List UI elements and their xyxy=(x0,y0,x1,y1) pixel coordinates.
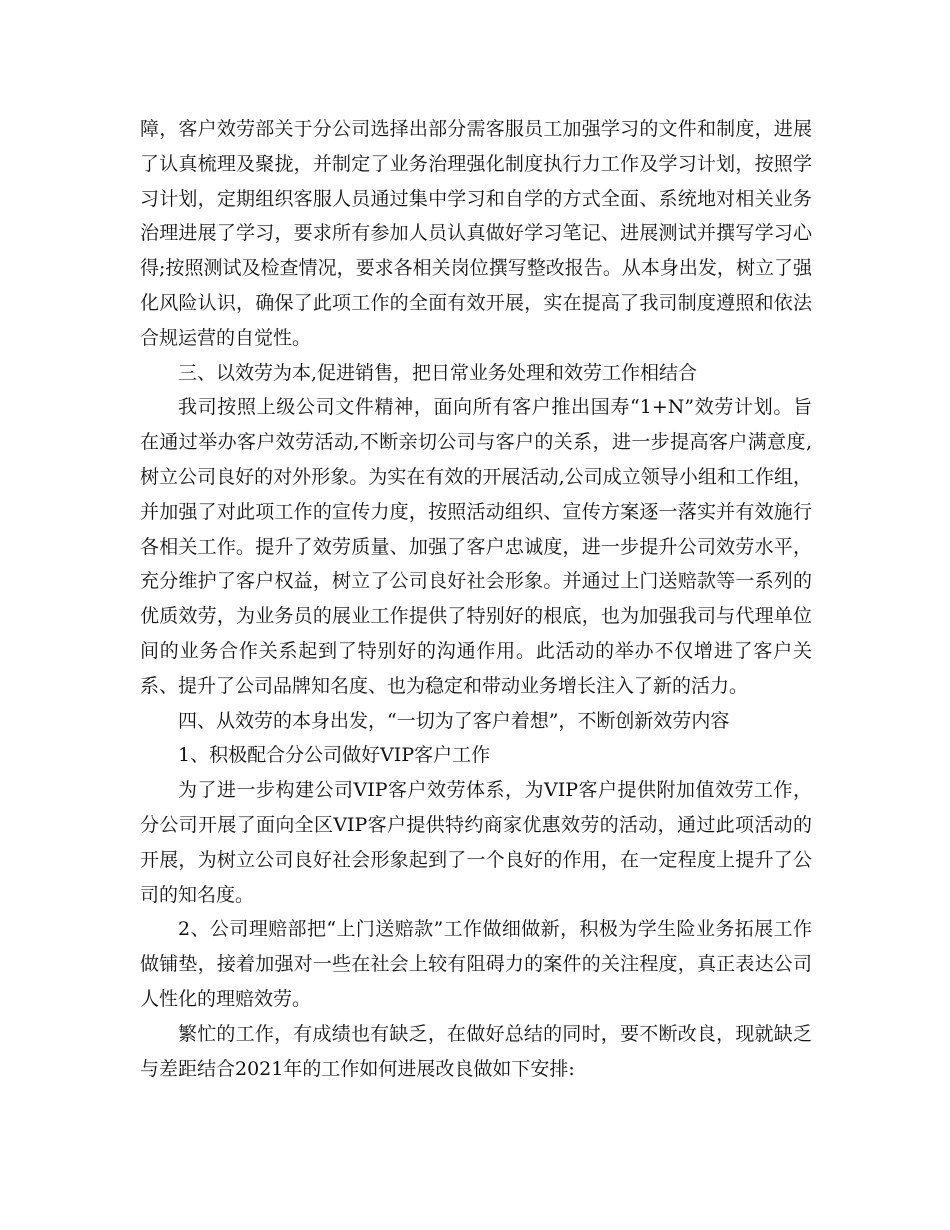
paragraph-service-plan: 我司按照上级公司文件精神，面向所有客户推出国寿“1+N”效劳计划。旨在通过举办客户效劳活动,不断亲切公司与客户的关系，进一步提高客户满意度,树立公司良好的对外形象。为实在有效的开展活动,公司成立领导小组和工作组，并加强了对此项工作的宣传力度，按照活动组织、宣传方案逐一落实并有效施行各相关工作。提升了效劳质量、加强了客户忠诚度，进一步提升公司效劳水平，充分维护了客户权益，树立了公司良好社会形象。并通过上门送赔款等一系列的优质效劳，为业务员的展业工作提供了特别好的根底，也为加强我司与代理单位间的业务合作关系起到了特别好的沟通作用。此活动的举办不仅增进了客户关系、提升了公司品牌知名度、也为稳定和带动业务增长注入了新的活力。 xyxy=(140,396,812,697)
section-heading-four: 四、从效劳的本身出发，“一切为了客户着想”，不断创新效劳内容 xyxy=(178,709,730,732)
paragraph-summary: 繁忙的工作，有成绩也有缺乏，在做好总结的同时，要不断改良，现就缺乏与差距结合2021年的工作如何进展改良做如下安排: xyxy=(140,1022,812,1080)
document-body xyxy=(140,112,812,1086)
paragraph-vip-service: 为了进一步构建公司VIP客户效劳体系，为VIP客户提供附加值效劳工作，分公司开展了面向全区VIP客户提供特约商家优惠效劳的活动，通过此项活动的开展，为树立公司良好社会形象起到了一个良好的作用，在一定程度上提升了公司的知名度。 xyxy=(140,779,812,906)
section-heading-three: 三、以效劳为本,促进销售，把日常业务处理和效劳工作相结合 xyxy=(178,361,698,384)
paragraph-continued: 障，客户效劳部关于分公司选择出部分需客服员工加强学习的文件和制度，进展了认真梳理及聚拢，并制定了业务治理强化制度执行力工作及学习计划，按照学习计划，定期组织客服人员通过集中学习和自学的方式全面、系统地对相关业务治理进展了学习，要求所有参加人员认真做好学习笔记、进展测试并撰写学习心得;按照测试及检查情况，要求各相关岗位撰写整改报告。从本身出发，树立了强化风险认识，确保了此项工作的全面有效开展，实在提高了我司制度遵照和依法合规运营的自觉性。 xyxy=(140,118,812,349)
paragraph-claims: 2、公司理赔部把“上门送赔款”工作做细做新，积极为学生险业务拓展工作做铺垫，接着加强对一些在社会上较有阻碍力的案件的关注程度，真正表达公司人性化的理赔效劳。 xyxy=(140,918,812,1010)
subheading-vip: 1、积极配合分公司做好VIP客户工作 xyxy=(178,744,491,767)
